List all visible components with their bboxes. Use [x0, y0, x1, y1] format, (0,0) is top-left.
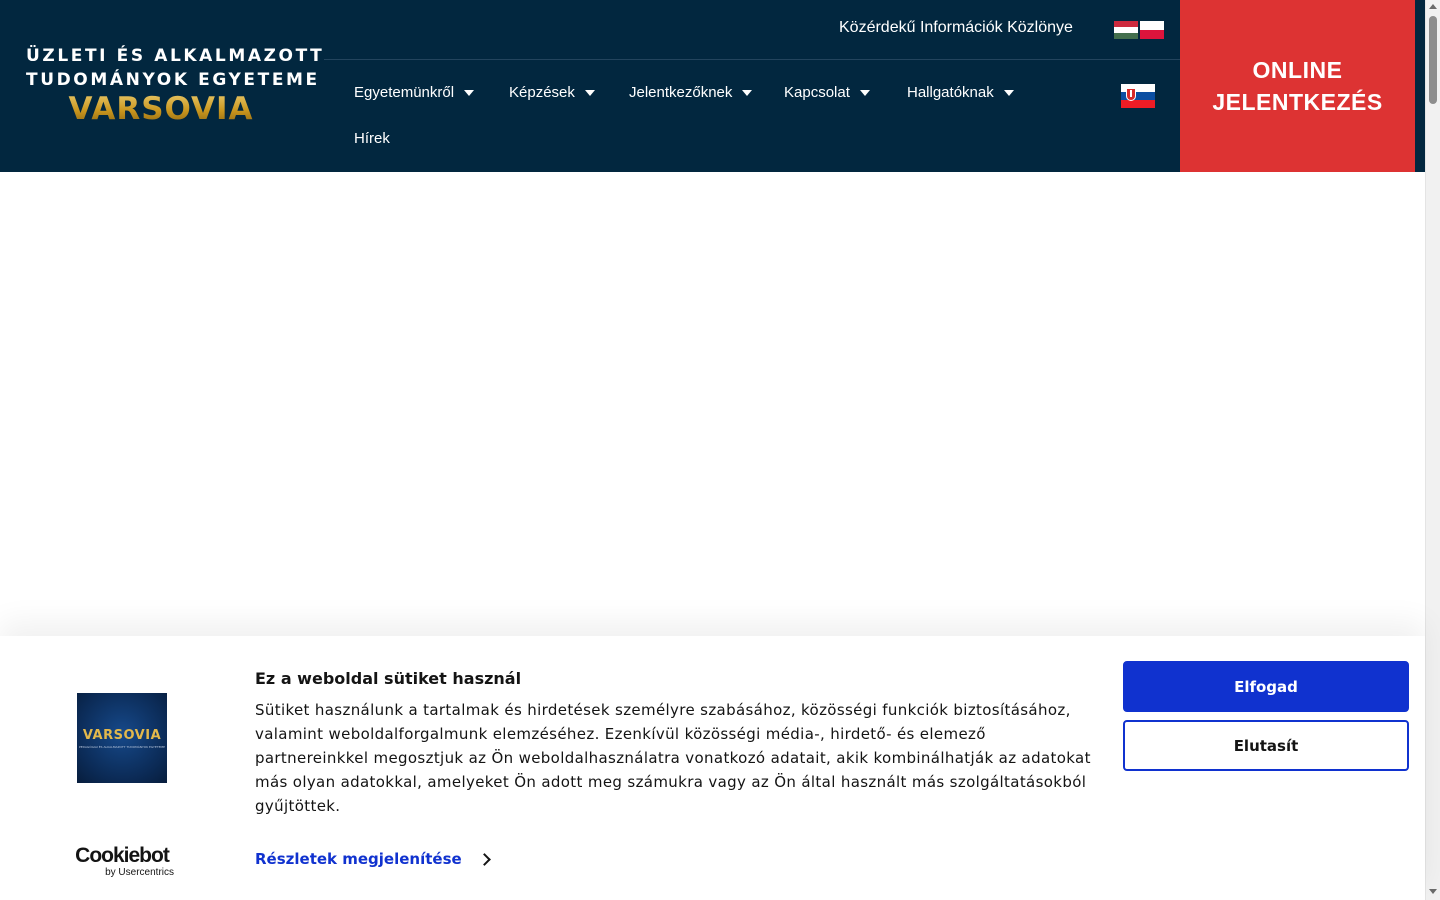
caret-down-icon	[742, 90, 752, 96]
varsovia-logo-word: VARSOVIA	[82, 727, 162, 743]
nav-label: Kapcsolat	[784, 84, 850, 101]
nav-label: Egyetemünkről	[354, 84, 455, 101]
polish-flag-icon[interactable]	[1140, 21, 1164, 39]
public-info-link[interactable]: Közérdekű Információk Közlönye	[839, 19, 1073, 36]
caret-down-icon	[464, 90, 474, 96]
online-application-button[interactable]	[1180, 0, 1415, 172]
varsovia-logo-subtitle: PEDAGÓGIAI ÉS ALKALMAZOTT TUDOMÁNYOK EGYETEME	[78, 744, 166, 749]
scroll-up-arrow-icon[interactable]	[1429, 4, 1437, 9]
nav-label: Képzések	[509, 84, 575, 101]
logo-wordmark: VARSOVIA	[26, 92, 296, 126]
slovak-flag-icon[interactable]	[1121, 84, 1155, 108]
cookiebot-wordmark: Cookiebot	[75, 844, 169, 867]
nav-item-egyetemunkrol[interactable]	[354, 84, 474, 101]
page-scrollbar[interactable]	[1425, 0, 1440, 900]
cookiebot-byline: by Usercentrics	[105, 867, 174, 878]
decline-cookies-button[interactable]: Elutasít	[1123, 720, 1409, 771]
accept-cookies-button[interactable]: Elfogad	[1123, 661, 1409, 712]
cta-line-2: JELENTKEZÉS	[1212, 89, 1383, 115]
nav-item-kepzesek[interactable]	[509, 84, 595, 101]
caret-down-icon	[585, 90, 595, 96]
site-header	[0, 0, 1425, 172]
hungarian-flag-icon[interactable]	[1114, 21, 1138, 39]
topbar-divider	[324, 59, 1180, 60]
nav-label: Hallgatóknak	[907, 84, 994, 101]
logo-line-2: TUDOMÁNYOK EGYETEME	[26, 70, 320, 90]
nav-item-hallgatoknak[interactable]	[907, 84, 1014, 101]
chevron-right-icon	[478, 853, 491, 866]
show-details-link[interactable]	[255, 850, 489, 868]
nav-item-jelentkezoknek[interactable]	[629, 84, 752, 101]
nav-label: Hírek	[354, 130, 390, 147]
university-logo[interactable]	[26, 44, 325, 128]
caret-down-icon	[860, 90, 870, 96]
nav-label: Jelentkezőknek	[629, 84, 733, 101]
cookie-banner-text: Sütiket használunk a tartalmak és hirdetések személyre szabásához, közösségi funkciók biztosításához, valamint weboldalforgalmunk elemzéséhez. Ezenkívül közösségi média-, hirdető- és elemező partnereinkkel megosztjuk az Ön weboldalhasználatra vonatkozó adatait, akik kombinálhatják az adatokat más olyan adatokkal, amelyeket Ön adott meg számukra vagy az Ön által használt más szolgáltatásokból gyűjtöttek.	[255, 701, 1091, 815]
cookie-consent-banner	[0, 636, 1425, 900]
scroll-down-arrow-icon[interactable]	[1429, 889, 1437, 894]
cta-line-1: ONLINE	[1252, 57, 1343, 83]
caret-down-icon	[1004, 90, 1014, 96]
scrollbar-thumb[interactable]	[1429, 16, 1437, 104]
varsovia-logo	[77, 693, 167, 783]
nav-item-kapcsolat[interactable]	[784, 84, 870, 101]
cookie-banner-title: Ez a weboldal sütiket használ	[255, 669, 522, 688]
cookiebot-logo[interactable]	[70, 845, 174, 878]
show-details-label: Részletek megjelenítése	[255, 850, 462, 868]
nav-item-hirek[interactable]	[354, 130, 390, 147]
slovak-crest-icon	[1126, 88, 1136, 101]
logo-line-1: ÜZLETI ÉS ALKALMAZOTT	[26, 46, 325, 66]
